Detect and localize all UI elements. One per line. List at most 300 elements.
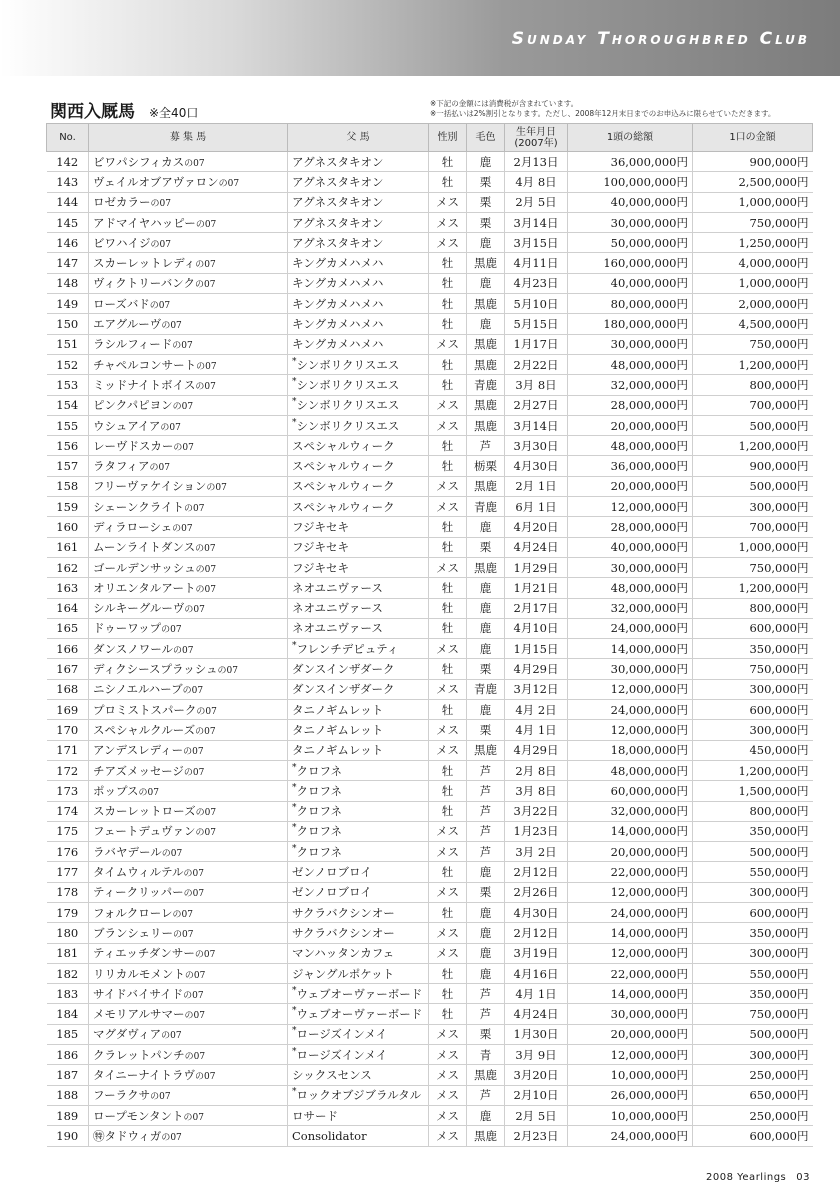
table-row: [47, 1024, 813, 1044]
cell-color: 栗: [467, 537, 505, 557]
cell-sex: 牡: [429, 375, 467, 395]
cell-total: 30,000,000円: [568, 659, 693, 679]
import-mark: *: [292, 1006, 297, 1017]
cell-color: 栗: [467, 1024, 505, 1044]
cell-birthdate: 4月24日: [505, 537, 568, 557]
cell-sire: [288, 760, 429, 780]
table-row: [47, 456, 813, 476]
horse-name: ビワパシフィカス: [93, 154, 185, 169]
cell-no: 184: [47, 1004, 89, 1024]
cell-color: 鹿: [467, 963, 505, 983]
table-row: [47, 294, 813, 314]
table-row: [47, 882, 813, 902]
cell-color: 芦: [467, 760, 505, 780]
table-row: [47, 943, 813, 963]
cell-color: 栃栗: [467, 456, 505, 476]
cell-share: 700,000円: [693, 517, 813, 537]
cell-sex: メス: [429, 497, 467, 517]
sire-name: フジキセキ: [292, 540, 350, 555]
cell-birthdate: 4月29日: [505, 740, 568, 760]
cell-name: [89, 1004, 288, 1024]
table-row: [47, 659, 813, 679]
cell-birthdate: 2月23日: [505, 1126, 568, 1146]
table-row: [47, 801, 813, 821]
horse-name-suffix: の07: [172, 523, 193, 534]
cell-birthdate: 4月 1日: [505, 984, 568, 1004]
cell-name: [89, 172, 288, 192]
horse-name-suffix: の07: [184, 158, 205, 169]
cell-name: [89, 152, 288, 172]
cell-color: 芦: [467, 821, 505, 841]
horse-name-suffix: の07: [172, 402, 194, 413]
cell-birthdate: 4月 8日: [505, 172, 568, 192]
cell-total: 48,000,000円: [568, 578, 693, 598]
cell-color: 鹿: [467, 314, 505, 334]
cell-no: 144: [47, 192, 89, 212]
cell-share: 500,000円: [693, 1024, 813, 1044]
cell-name: [89, 476, 288, 496]
horse-name: ロープモンタント: [93, 1108, 184, 1123]
cell-sex: メス: [429, 882, 467, 902]
cell-sex: 牡: [429, 760, 467, 780]
cell-share: 800,000円: [693, 598, 813, 618]
horse-name-suffix: の07: [182, 686, 204, 697]
cell-sire: [288, 963, 429, 983]
cell-sire: [288, 233, 429, 253]
cell-name: [89, 1126, 288, 1146]
cell-name: [89, 273, 288, 293]
import-mark: *: [292, 1046, 297, 1057]
sire-name: ダンスインザダーク: [292, 682, 395, 697]
cell-total: 180,000,000円: [568, 314, 693, 334]
table-row: [47, 497, 813, 517]
cell-color: 芦: [467, 984, 505, 1004]
cell-sex: メス: [429, 943, 467, 963]
cell-total: 36,000,000円: [568, 456, 693, 476]
cell-sex: メス: [429, 233, 467, 253]
table-row: [47, 192, 813, 212]
cell-birthdate: 1月17日: [505, 334, 568, 354]
cell-total: 48,000,000円: [568, 436, 693, 456]
cell-birthdate: 4月16日: [505, 963, 568, 983]
sire-name: シックスセンス: [292, 1068, 372, 1082]
horse-name: ダンスノワール: [93, 641, 174, 656]
table-row: [47, 639, 813, 659]
table-row: [47, 679, 813, 699]
cell-no: 173: [47, 781, 89, 801]
cell-sex: メス: [429, 1105, 467, 1125]
cell-sire: [288, 923, 429, 943]
cell-sire: [288, 679, 429, 699]
horse-name: ティエッチダンサー: [93, 946, 195, 961]
header-birthdate-line2: (2007年): [514, 137, 558, 149]
cell-name: [89, 963, 288, 983]
cell-share: 500,000円: [693, 415, 813, 435]
cell-sire: [288, 902, 429, 922]
header-share: 1口の金額: [693, 124, 813, 152]
cell-color: 栗: [467, 172, 505, 192]
cell-color: 鹿: [467, 700, 505, 720]
cell-name: [89, 720, 288, 740]
table-row: [47, 842, 813, 862]
horse-name-suffix: の07: [206, 483, 227, 494]
cell-total: 10,000,000円: [568, 1105, 693, 1125]
cell-color: 芦: [467, 842, 505, 862]
cell-sire: [288, 659, 429, 679]
table-row: [47, 1126, 813, 1146]
sire-name: スペシャルウィーク: [292, 499, 395, 514]
cell-name: [89, 1105, 288, 1125]
table-row: [47, 963, 813, 983]
cell-total: 14,000,000円: [568, 923, 693, 943]
sire-name: シンボリクリスエス: [296, 398, 400, 413]
cell-sire: [288, 537, 429, 557]
cell-total: 12,000,000円: [568, 679, 693, 699]
cell-share: 700,000円: [693, 395, 813, 415]
horse-name-suffix: の07: [161, 1132, 182, 1143]
cell-total: 10,000,000円: [568, 1065, 693, 1085]
table-row: [47, 862, 813, 882]
cell-no: 143: [47, 172, 89, 192]
horse-name: ゴールデンサッシュ: [93, 560, 196, 575]
cell-total: 14,000,000円: [568, 639, 693, 659]
horse-name: ディクシースプラッシュ: [93, 662, 218, 677]
cell-color: 黒鹿: [467, 557, 505, 577]
table-row: [47, 984, 813, 1004]
sire-name: ゼンノロブロイ: [292, 865, 372, 880]
header-name: 募 集 馬: [89, 124, 288, 152]
cell-birthdate: 4月30日: [505, 902, 568, 922]
horse-name: ラシルフィード: [93, 337, 173, 352]
horse-name-suffix: の07: [161, 1031, 182, 1042]
cell-share: 600,000円: [693, 902, 813, 922]
cell-share: 2,000,000円: [693, 294, 813, 314]
cell-no: 171: [47, 740, 89, 760]
cell-share: 300,000円: [693, 882, 813, 902]
header-banner: [0, 0, 840, 76]
cell-sire: [288, 375, 429, 395]
table-row: [47, 172, 813, 192]
cell-sex: メス: [429, 1045, 467, 1065]
cell-sex: 牡: [429, 1004, 467, 1024]
cell-name: [89, 781, 288, 801]
cell-total: 26,000,000円: [568, 1085, 693, 1105]
cell-total: 160,000,000円: [568, 253, 693, 273]
cell-no: 187: [47, 1065, 89, 1085]
cell-birthdate: 3月20日: [505, 1065, 568, 1085]
import-mark: *: [292, 376, 297, 387]
cell-birthdate: 3月 8日: [505, 375, 568, 395]
cell-name: [89, 943, 288, 963]
cell-share: 300,000円: [693, 720, 813, 740]
horse-name-suffix: の07: [173, 645, 194, 656]
cell-sex: 牡: [429, 273, 467, 293]
horse-name-suffix: の07: [184, 1011, 205, 1022]
cell-no: 169: [47, 700, 89, 720]
sire-name: スペシャルウィーク: [292, 438, 395, 453]
sire-name: シンボリクリスエス: [296, 377, 400, 392]
cell-name: [89, 598, 288, 618]
cell-birthdate: 3月 9日: [505, 1045, 568, 1065]
cell-total: 60,000,000円: [568, 781, 693, 801]
cell-color: 黒鹿: [467, 1065, 505, 1085]
horse-name: スカーレットローズ: [93, 804, 196, 819]
horse-name-suffix: の07: [195, 381, 216, 392]
cell-name: [89, 415, 288, 435]
cell-total: 12,000,000円: [568, 882, 693, 902]
horse-name-suffix: の07: [172, 341, 193, 352]
cell-share: 250,000円: [693, 1065, 813, 1085]
cell-sire: [288, 943, 429, 963]
cell-total: 40,000,000円: [568, 192, 693, 212]
cell-no: 160: [47, 517, 89, 537]
sire-name: ネオユニヴァース: [292, 621, 383, 636]
cell-no: 167: [47, 659, 89, 679]
cell-birthdate: 3月15日: [505, 233, 568, 253]
cell-no: 155: [47, 415, 89, 435]
cell-name: [89, 212, 288, 232]
import-mark: *: [292, 1026, 297, 1037]
cell-birthdate: 3月 2日: [505, 842, 568, 862]
cell-sire: [288, 598, 429, 618]
cell-birthdate: 3月22日: [505, 801, 568, 821]
cell-name: [89, 436, 288, 456]
club-title: Sunday Thoroughbred Club: [511, 29, 810, 49]
cell-share: 450,000円: [693, 740, 813, 760]
cell-no: 189: [47, 1105, 89, 1125]
cell-total: 14,000,000円: [568, 984, 693, 1004]
table-row: [47, 923, 813, 943]
cell-color: 青鹿: [467, 497, 505, 517]
cell-share: 300,000円: [693, 943, 813, 963]
horse-name: タイニーナイトラヴ: [93, 1068, 196, 1082]
horse-name: ラバヤデール: [93, 844, 162, 859]
cell-name: [89, 700, 288, 720]
cell-share: 350,000円: [693, 923, 813, 943]
import-mark: *: [292, 640, 297, 651]
cell-birthdate: 4月10日: [505, 618, 568, 638]
cell-name: [89, 294, 288, 314]
cell-color: 鹿: [467, 862, 505, 882]
horse-name: マグダヴィア: [93, 1027, 162, 1042]
sire-name: シンボリクリスエス: [296, 418, 400, 433]
horse-name-suffix: の07: [183, 1112, 204, 1123]
horse-name-suffix: の07: [196, 361, 217, 372]
cell-sex: メス: [429, 923, 467, 943]
cell-name: [89, 1085, 288, 1105]
cell-total: 48,000,000円: [568, 354, 693, 374]
note-tax: ※下記の金額には消費税が含まれています。: [430, 99, 579, 108]
cell-share: 750,000円: [693, 334, 813, 354]
cell-sex: 牡: [429, 700, 467, 720]
cell-color: 鹿: [467, 618, 505, 638]
cell-total: 40,000,000円: [568, 273, 693, 293]
cell-birthdate: 2月 1日: [505, 476, 568, 496]
cell-name: [89, 984, 288, 1004]
cell-birthdate: 4月20日: [505, 517, 568, 537]
horse-name-suffix: の07: [183, 990, 204, 1001]
cell-sire: [288, 517, 429, 537]
cell-sire: [288, 497, 429, 517]
sire-name: フレンチデピュティ: [296, 641, 399, 656]
sire-name: キングカメハメハ: [292, 317, 384, 332]
cell-no: 168: [47, 679, 89, 699]
cell-no: 188: [47, 1085, 89, 1105]
cell-share: 1,200,000円: [693, 354, 813, 374]
import-mark: *: [292, 762, 297, 773]
cell-no: 164: [47, 598, 89, 618]
horse-name-suffix: の07: [184, 605, 205, 616]
table-row: [47, 273, 813, 293]
cell-birthdate: 6月 1日: [505, 497, 568, 517]
sire-name: キングカメハメハ: [292, 256, 384, 271]
cell-color: 鹿: [467, 923, 505, 943]
horse-name-suffix: の07: [150, 199, 171, 210]
cell-birthdate: 2月13日: [505, 152, 568, 172]
table-row: [47, 212, 813, 232]
cell-birthdate: 4月11日: [505, 253, 568, 273]
table-row: [47, 902, 813, 922]
cell-total: 80,000,000円: [568, 294, 693, 314]
cell-sire: [288, 1045, 429, 1065]
horse-name-suffix: の07: [183, 747, 204, 758]
horse-name-suffix: の07: [149, 463, 170, 474]
sire-name: キングカメハメハ: [292, 276, 384, 291]
cell-name: [89, 354, 288, 374]
sire-name: キングカメハメハ: [292, 296, 384, 311]
cell-color: 黒鹿: [467, 253, 505, 273]
horse-name: チアズメッセージ: [93, 763, 184, 778]
table-row: [47, 1085, 813, 1105]
page-footer: [706, 1172, 810, 1183]
cell-total: 32,000,000円: [568, 375, 693, 395]
cell-color: 黒鹿: [467, 476, 505, 496]
cell-sex: メス: [429, 842, 467, 862]
horse-name-suffix: の07: [184, 1051, 206, 1062]
cell-sex: 牡: [429, 294, 467, 314]
cell-sire: [288, 1085, 429, 1105]
cell-name: [89, 375, 288, 395]
horse-name: タイムウィルテル: [93, 865, 184, 880]
cell-no: 174: [47, 801, 89, 821]
header-birthdate: [505, 124, 568, 152]
cell-sire: [288, 821, 429, 841]
horse-name-suffix: の07: [161, 625, 182, 636]
horse-name: アンデスレディー: [93, 743, 184, 758]
cell-sex: 牡: [429, 152, 467, 172]
cell-sire: [288, 152, 429, 172]
cell-share: 550,000円: [693, 963, 813, 983]
sire-name: サクラバクシンオー: [292, 905, 395, 920]
cell-sex: メス: [429, 476, 467, 496]
horse-name: アドマイヤハッピー: [93, 215, 196, 230]
cell-total: 30,000,000円: [568, 334, 693, 354]
cell-sire: [288, 273, 429, 293]
horse-name-suffix: の07: [195, 219, 217, 230]
cell-share: 600,000円: [693, 618, 813, 638]
cell-share: 900,000円: [693, 456, 813, 476]
horse-name-suffix: の07: [218, 178, 240, 189]
cell-name: [89, 1024, 288, 1044]
cell-name: [89, 821, 288, 841]
cell-sex: メス: [429, 192, 467, 212]
price-notes: [430, 99, 825, 119]
cell-sire: [288, 253, 429, 273]
horse-name-suffix: の07: [161, 848, 183, 859]
header-no: No.: [47, 124, 89, 152]
import-mark: *: [292, 1087, 297, 1098]
cell-no: 153: [47, 375, 89, 395]
table-row: [47, 618, 813, 638]
cell-name: [89, 902, 288, 922]
cell-share: 650,000円: [693, 1085, 813, 1105]
cell-total: 48,000,000円: [568, 760, 693, 780]
horse-name: シェーンクライト: [93, 499, 184, 514]
import-mark: *: [292, 356, 297, 367]
cell-sire: [288, 1024, 429, 1044]
cell-color: 鹿: [467, 152, 505, 172]
cell-color: 鹿: [467, 1105, 505, 1125]
sire-name: アグネスタキオン: [292, 174, 384, 189]
cell-color: 栗: [467, 192, 505, 212]
sire-name: クロフネ: [296, 804, 343, 819]
cell-name: [89, 923, 288, 943]
cell-share: 1,000,000円: [693, 273, 813, 293]
cell-no: 186: [47, 1045, 89, 1065]
horse-name-suffix: の07: [150, 239, 171, 250]
cell-name: [89, 557, 288, 577]
horse-name-suffix: の07: [194, 950, 216, 961]
cell-color: 芦: [467, 1004, 505, 1024]
table-row: [47, 740, 813, 760]
cell-no: 147: [47, 253, 89, 273]
horse-name-suffix: の07: [195, 584, 216, 595]
cell-total: 100,000,000円: [568, 172, 693, 192]
sire-name: マンハッタンカフェ: [292, 946, 395, 961]
cell-color: 芦: [467, 1085, 505, 1105]
cell-birthdate: 5月10日: [505, 294, 568, 314]
import-mark: *: [292, 782, 297, 793]
cell-sex: 牡: [429, 172, 467, 192]
cell-color: 青: [467, 1045, 505, 1065]
cell-birthdate: 2月 5日: [505, 192, 568, 212]
cell-sex: メス: [429, 639, 467, 659]
horse-name-suffix: の07: [184, 970, 206, 981]
cell-color: 芦: [467, 801, 505, 821]
cell-birthdate: 3月12日: [505, 679, 568, 699]
cell-no: 181: [47, 943, 89, 963]
cell-no: 145: [47, 212, 89, 232]
cell-sire: [288, 334, 429, 354]
cell-name: [89, 253, 288, 273]
cell-share: 300,000円: [693, 679, 813, 699]
section-count: ※全40口: [149, 106, 199, 120]
cell-sex: 牡: [429, 537, 467, 557]
horse-name: ヴィクトリーバンク: [93, 276, 196, 291]
cell-name: [89, 395, 288, 415]
cell-share: 300,000円: [693, 1045, 813, 1065]
horse-name-suffix: の07: [196, 706, 217, 717]
cell-total: 30,000,000円: [568, 1004, 693, 1024]
cell-total: 20,000,000円: [568, 476, 693, 496]
cell-name: [89, 233, 288, 253]
cell-total: 32,000,000円: [568, 598, 693, 618]
cell-name: [89, 618, 288, 638]
cell-color: 鹿: [467, 273, 505, 293]
cell-no: 159: [47, 497, 89, 517]
table-row: [47, 1004, 813, 1024]
cell-no: 165: [47, 618, 89, 638]
